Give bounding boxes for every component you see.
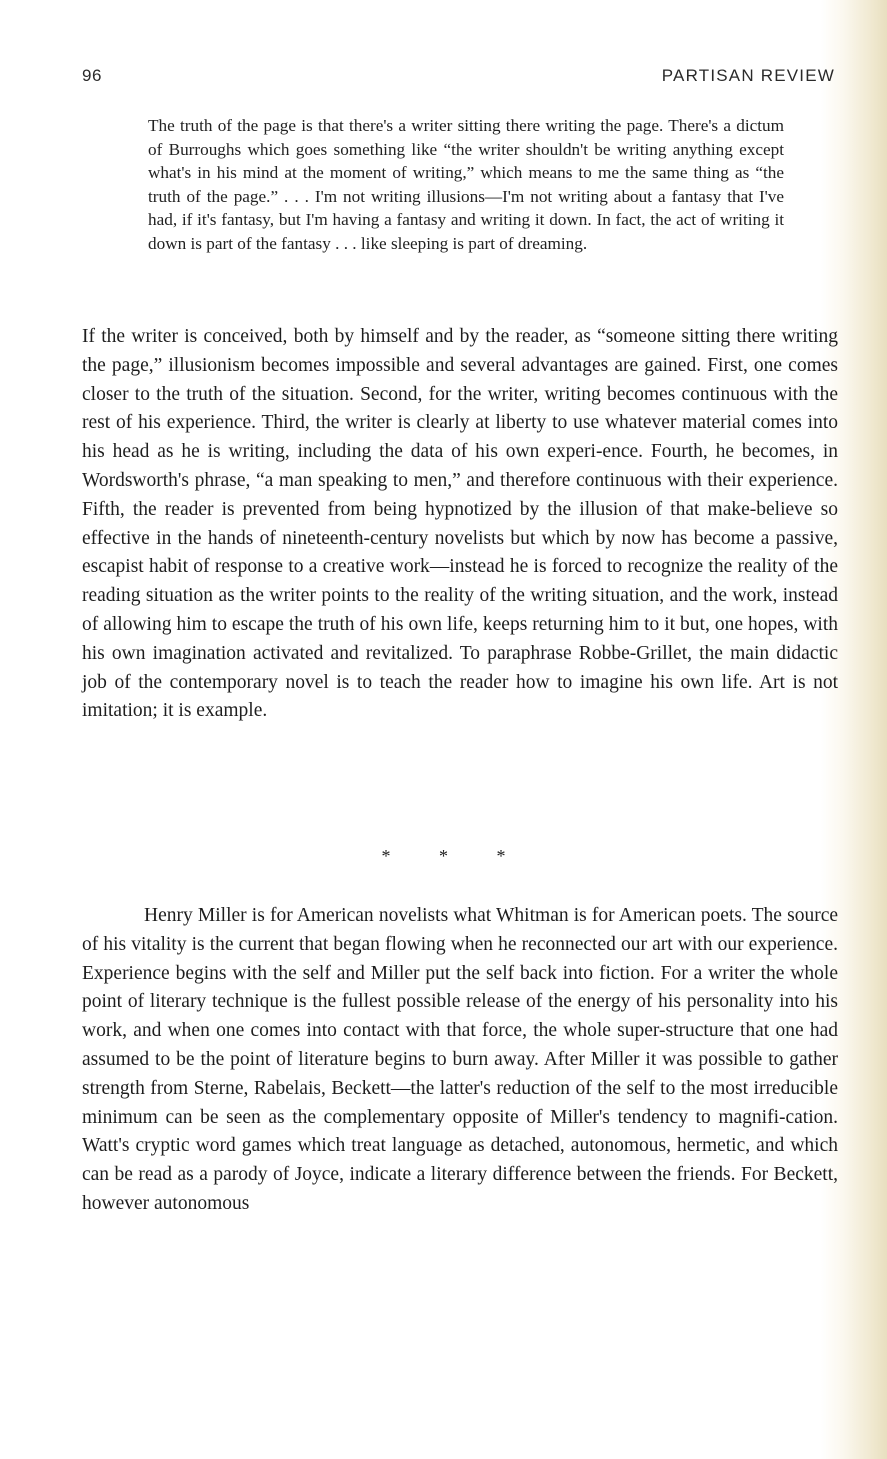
running-head [82,66,835,90]
paragraph-2-text: Henry Miller is for American novelists what Whitman is for American poets. The source of his vitality is the current that began flowing when he reconnected our art with our experience. Experience begins with the self and Miller put the self back into fiction. For a writer the whole point of literary technique is the fullest possible release of the energy of his personality into his work, and when one comes into contact with that force, the whole super-structure that one had assumed to be the point of literature begins to burn away. After Miller it was possible to gather strength from Sterne, Rabelais, Beckett—the latter's reduction of the self to the most irreducible minimum can be seen as the complementary opposite of Miller's tendency to magnifi-cation. Watt's cryptic word games which treat language as detached, autonomous, hermetic, and which can be read as a parody of Joyce, indicate a literary difference between the friends. For Beckett, however autonomous [82,905,838,1214]
paragraph-1 [82,323,838,726]
block-quote-text: The truth of the page is that there's a writer sitting there writing the page. There's a dictum of Burroughs which goes something like “the writer shouldn't be writing anything except what's in his mind at the moment of writing,” which means to me the same thing as “the truth of the page.” . . . I'm not writing illusions—I'm not writing about a fantasy that I've had, if it's fantasy, but I'm having a fantasy and writing it down. In fact, the act of writing it down is part of the fantasy . . . like sleeping is part of dreaming. [148,116,784,253]
section-break-star-icon: * [496,846,506,866]
journal-title: PARTISAN REVIEW [661,66,835,85]
paragraph-1-text: If the writer is conceived, both by himself and by the reader, as “someone sitting there writing the page,” illusionism becomes impossible and several advantages are gained. First, one comes closer to the truth of the situation. Second, for the writer, writing becomes continuous with the rest of his experience. Third, the writer is clearly at liberty to use whatever material comes into his head as he is writing, including the data of his own experi-ence. Fourth, he becomes, in Wordsworth's phrase, “a man speaking to men,” and therefore continuous with their experience. Fifth, the reader is prevented from being hypnotized by the illusion of that make-believe so effective in the hands of nineteenth-century novelists but which by now has become a passive, escapist habit of response to a creative work—instead he is forced to recognize the reality of the reading situation as the writer points to the reality of the writing situation, and the work, instead of allowing him to escape the truth of his own life, keeps returning him to it but, one hopes, with his own imagination activated and revitalized. To paraphrase Robbe-Grillet, the main didactic job of the contemporary novel is to teach the reader how to imagine his own life. Art is not imitation; it is example. [82,326,838,722]
paragraph-2 [82,902,838,1219]
section-break [0,846,887,867]
section-break-star-icon: * [439,846,448,866]
section-break-star-icon: * [381,846,391,866]
block-quote [148,114,784,256]
page-number: 96 [82,66,102,85]
